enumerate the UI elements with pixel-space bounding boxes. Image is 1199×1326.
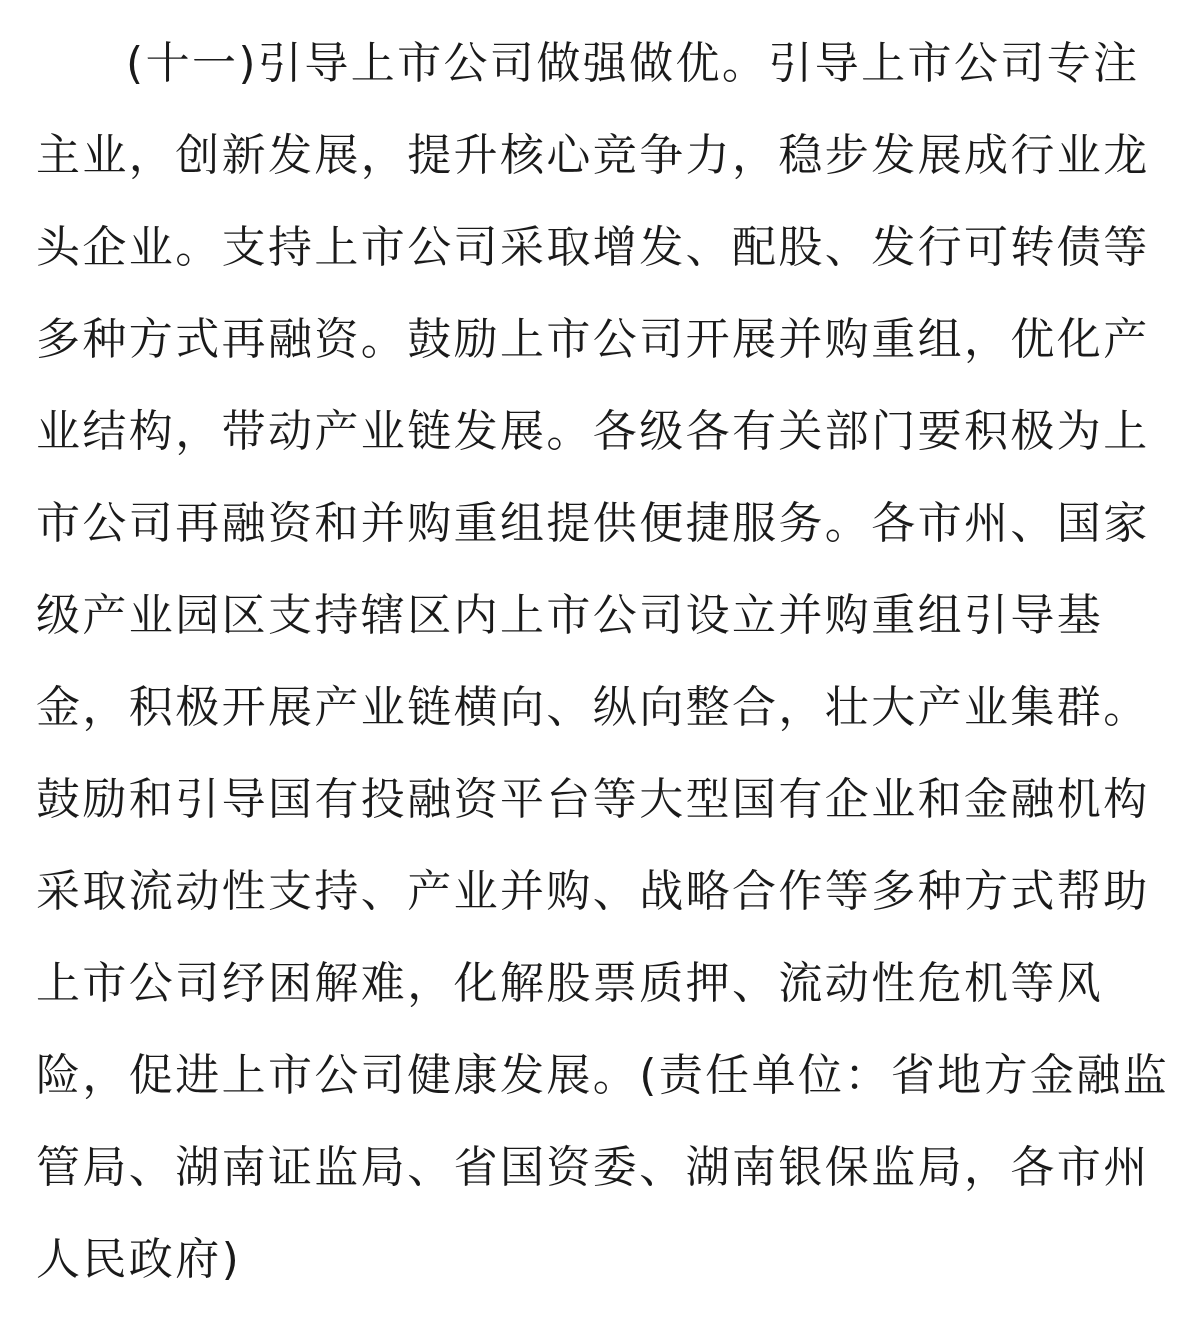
paragraph-line: (十一)引导上市公司做强做优。引导上市公司专注 (126, 38, 1140, 89)
paragraph-line: 级产业园区支持辖区内上市公司设立并购重组引导基 (36, 590, 1104, 641)
paragraph-line: 鼓励和引导国有投融资平台等大型国有企业和金融机构 (36, 774, 1150, 825)
paragraph-line: 金，积极开展产业链横向、纵向整合，壮大产业集群。 (36, 682, 1150, 733)
paragraph-line: 险，促进上市公司健康发展。(责任单位：省地方金融监 (36, 1050, 1170, 1101)
paragraph-line: 多种方式再融资。鼓励上市公司开展并购重组，优化产 (36, 314, 1150, 365)
paragraph-line: 市公司再融资和并购重组提供便捷服务。各市州、国家 (36, 498, 1150, 549)
paragraph-line: 管局、湖南证监局、省国资委、湖南银保监局，各市州 (36, 1142, 1150, 1193)
paragraph-line: 人民政府) (36, 1234, 242, 1285)
paragraph-line: 头企业。支持上市公司采取增发、配股、发行可转债等 (36, 222, 1150, 273)
paragraph-line: 主业，创新发展，提升核心竞争力，稳步发展成行业龙 (36, 130, 1150, 181)
paragraph-line: 采取流动性支持、产业并购、战略合作等多种方式帮助 (36, 866, 1150, 917)
paragraph-line: 业结构，带动产业链发展。各级各有关部门要积极为上 (36, 406, 1150, 457)
paragraph-line: 上市公司纾困解难，化解股票质押、流动性危机等风 (36, 958, 1104, 1009)
